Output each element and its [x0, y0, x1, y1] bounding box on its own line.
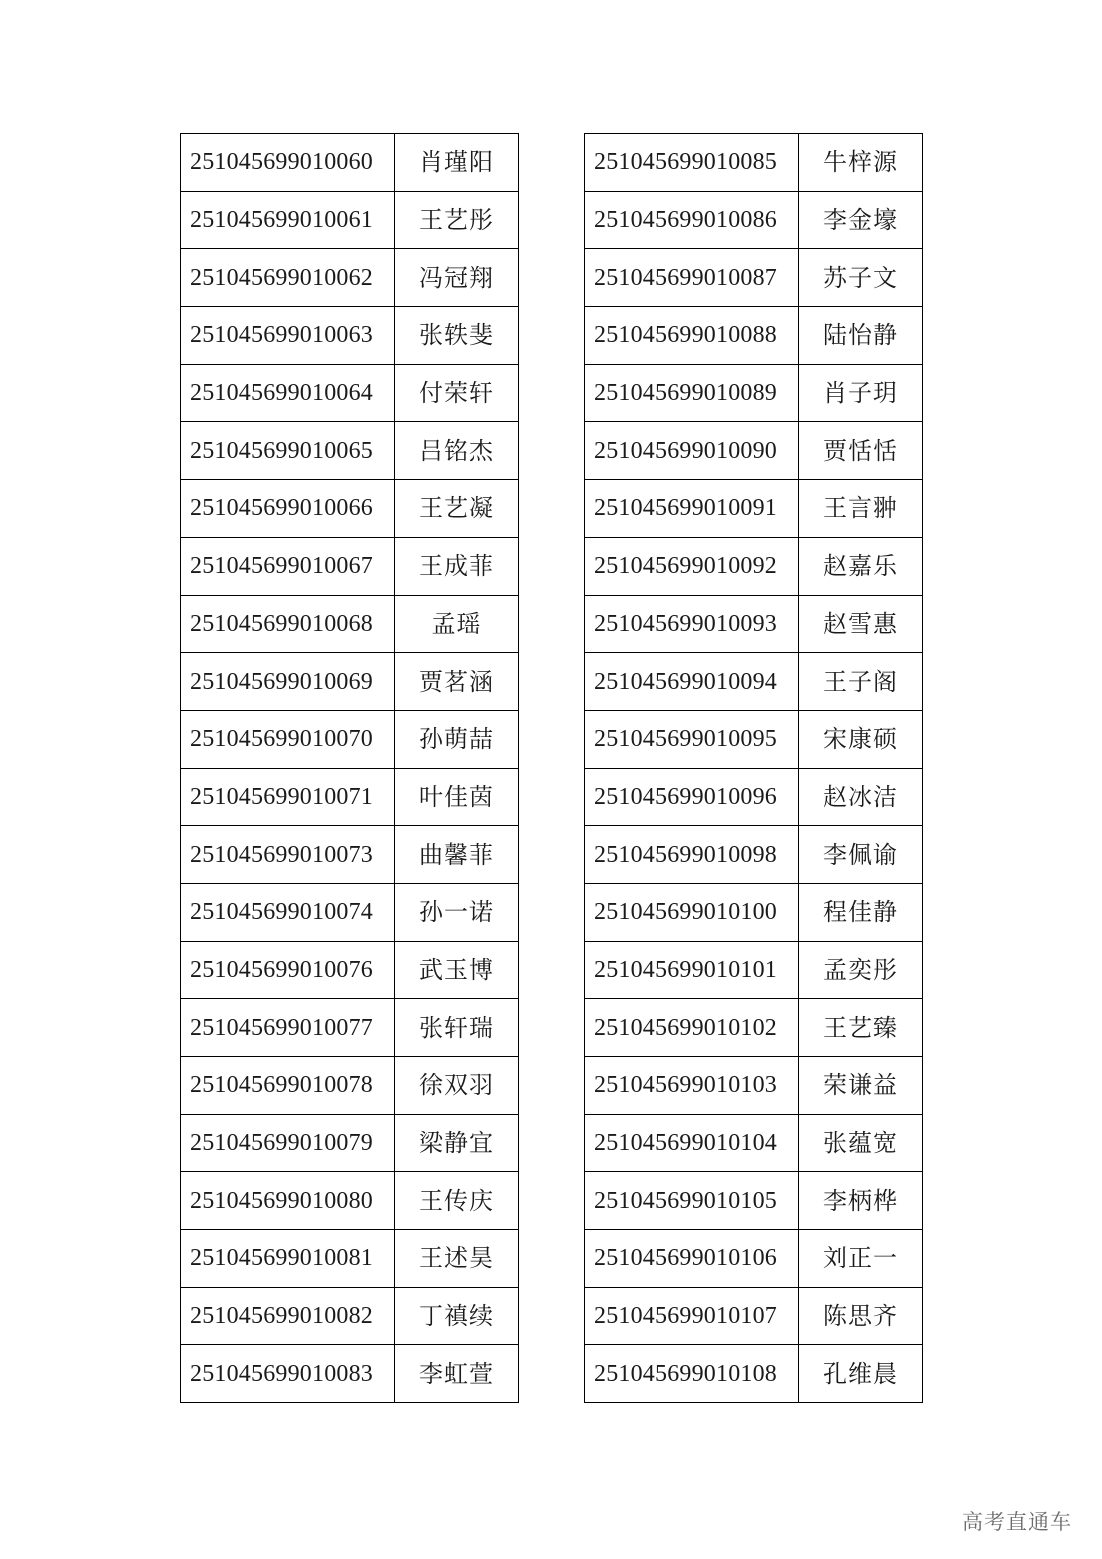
table-row — [585, 1172, 923, 1230]
table-row — [181, 422, 519, 480]
table-row — [585, 883, 923, 941]
table-row — [181, 710, 519, 768]
exam-number-cell: 251045699010108 — [585, 1345, 799, 1403]
exam-number-cell: 251045699010101 — [585, 941, 799, 999]
student-name-cell: 肖瑾阳 — [395, 134, 519, 192]
table-row — [585, 1345, 923, 1403]
student-name-cell: 王艺彤 — [395, 191, 519, 249]
table-row — [181, 1172, 519, 1230]
exam-number-cell: 251045699010088 — [585, 307, 799, 365]
exam-number-cell: 251045699010098 — [585, 826, 799, 884]
student-name-cell: 吕铭杰 — [395, 422, 519, 480]
exam-number-cell: 251045699010080 — [181, 1172, 395, 1230]
exam-number-cell: 251045699010071 — [181, 768, 395, 826]
exam-number-cell: 251045699010076 — [181, 941, 395, 999]
student-name-cell: 陈思齐 — [799, 1287, 923, 1345]
table-row — [585, 710, 923, 768]
exam-number-cell: 251045699010079 — [181, 1114, 395, 1172]
exam-number-cell: 251045699010078 — [181, 1057, 395, 1115]
student-name-cell: 付荣轩 — [395, 364, 519, 422]
student-name-cell: 荣谦益 — [799, 1057, 923, 1115]
table-row — [181, 364, 519, 422]
student-name-cell: 叶佳茵 — [395, 768, 519, 826]
exam-number-cell: 251045699010068 — [181, 595, 395, 653]
table-row — [181, 999, 519, 1057]
watermark-text: 高考直通车 — [962, 1510, 1072, 1534]
roster-table-right — [584, 133, 923, 1403]
student-name-cell: 孟奕彤 — [799, 941, 923, 999]
student-name-cell: 丁禛续 — [395, 1287, 519, 1345]
table-row — [585, 999, 923, 1057]
exam-number-cell: 251045699010093 — [585, 595, 799, 653]
student-name-cell: 孔维晨 — [799, 1345, 923, 1403]
table-row — [585, 941, 923, 999]
student-name-cell: 冯冠翔 — [395, 249, 519, 307]
table-row — [585, 191, 923, 249]
student-name-cell: 王艺臻 — [799, 999, 923, 1057]
student-name-cell: 宋康硕 — [799, 710, 923, 768]
table-row — [585, 1057, 923, 1115]
student-name-cell: 赵雪惠 — [799, 595, 923, 653]
exam-number-cell: 251045699010103 — [585, 1057, 799, 1115]
student-name-cell: 赵冰洁 — [799, 768, 923, 826]
exam-number-cell: 251045699010087 — [585, 249, 799, 307]
table-row — [585, 307, 923, 365]
student-name-cell: 李佩谕 — [799, 826, 923, 884]
student-name-cell: 梁静宜 — [395, 1114, 519, 1172]
student-name-cell: 徐双羽 — [395, 1057, 519, 1115]
roster-body-left — [181, 134, 519, 1403]
student-name-cell: 牛梓源 — [799, 134, 923, 192]
exam-number-cell: 251045699010086 — [585, 191, 799, 249]
student-name-cell: 贾恬恬 — [799, 422, 923, 480]
table-row — [181, 883, 519, 941]
table-row — [585, 480, 923, 538]
student-name-cell: 赵嘉乐 — [799, 537, 923, 595]
exam-number-cell: 251045699010062 — [181, 249, 395, 307]
exam-number-cell: 251045699010107 — [585, 1287, 799, 1345]
table-row — [585, 653, 923, 711]
student-name-cell: 李金壕 — [799, 191, 923, 249]
exam-number-cell: 251045699010091 — [585, 480, 799, 538]
student-name-cell: 程佳静 — [799, 883, 923, 941]
student-name-cell: 武玉博 — [395, 941, 519, 999]
student-name-cell: 肖子玥 — [799, 364, 923, 422]
exam-number-cell: 251045699010065 — [181, 422, 395, 480]
table-row — [181, 1057, 519, 1115]
table-row — [181, 134, 519, 192]
student-name-cell: 王述昊 — [395, 1230, 519, 1288]
exam-number-cell: 251045699010094 — [585, 653, 799, 711]
table-row — [181, 826, 519, 884]
student-name-cell: 王言翀 — [799, 480, 923, 538]
exam-number-cell: 251045699010102 — [585, 999, 799, 1057]
exam-number-cell: 251045699010090 — [585, 422, 799, 480]
exam-number-cell: 251045699010100 — [585, 883, 799, 941]
table-row — [585, 422, 923, 480]
roster-table-left — [180, 133, 519, 1403]
student-name-cell: 孙萌喆 — [395, 710, 519, 768]
table-row — [585, 768, 923, 826]
table-row — [585, 826, 923, 884]
table-row — [585, 1287, 923, 1345]
table-row — [181, 768, 519, 826]
exam-number-cell: 251045699010081 — [181, 1230, 395, 1288]
table-row — [181, 191, 519, 249]
exam-number-cell: 251045699010106 — [585, 1230, 799, 1288]
table-row — [181, 307, 519, 365]
exam-number-cell: 251045699010069 — [181, 653, 395, 711]
student-name-cell: 陆怡静 — [799, 307, 923, 365]
exam-number-cell: 251045699010083 — [181, 1345, 395, 1403]
table-row — [181, 1114, 519, 1172]
student-name-cell: 曲馨菲 — [395, 826, 519, 884]
table-row — [585, 134, 923, 192]
table-row — [585, 364, 923, 422]
exam-number-cell: 251045699010105 — [585, 1172, 799, 1230]
student-name-cell: 孙一诺 — [395, 883, 519, 941]
exam-number-cell: 251045699010085 — [585, 134, 799, 192]
exam-number-cell: 251045699010067 — [181, 537, 395, 595]
table-row — [181, 1287, 519, 1345]
exam-number-cell: 251045699010064 — [181, 364, 395, 422]
exam-number-cell: 251045699010063 — [181, 307, 395, 365]
table-row — [585, 537, 923, 595]
exam-number-cell: 251045699010074 — [181, 883, 395, 941]
table-row — [181, 595, 519, 653]
student-name-cell: 王成菲 — [395, 537, 519, 595]
exam-number-cell: 251045699010070 — [181, 710, 395, 768]
student-name-cell: 李柄桦 — [799, 1172, 923, 1230]
exam-number-cell: 251045699010095 — [585, 710, 799, 768]
table-row — [181, 941, 519, 999]
table-row — [181, 653, 519, 711]
roster-body-right — [585, 134, 923, 1403]
student-name-cell: 苏子文 — [799, 249, 923, 307]
table-row — [181, 1230, 519, 1288]
exam-number-cell: 251045699010092 — [585, 537, 799, 595]
student-name-cell: 张蕴宽 — [799, 1114, 923, 1172]
table-row — [585, 1114, 923, 1172]
student-name-cell: 王传庆 — [395, 1172, 519, 1230]
exam-number-cell: 251045699010104 — [585, 1114, 799, 1172]
student-name-cell: 王艺凝 — [395, 480, 519, 538]
exam-number-cell: 251045699010089 — [585, 364, 799, 422]
table-row — [585, 1230, 923, 1288]
exam-number-cell: 251045699010077 — [181, 999, 395, 1057]
exam-number-cell: 251045699010066 — [181, 480, 395, 538]
exam-number-cell: 251045699010060 — [181, 134, 395, 192]
student-name-cell: 张轩瑞 — [395, 999, 519, 1057]
table-row — [181, 480, 519, 538]
student-name-cell: 李虹萱 — [395, 1345, 519, 1403]
exam-number-cell: 251045699010073 — [181, 826, 395, 884]
exam-number-cell: 251045699010096 — [585, 768, 799, 826]
exam-number-cell: 251045699010061 — [181, 191, 395, 249]
student-name-cell: 孟瑶 — [395, 595, 519, 653]
table-row — [181, 249, 519, 307]
table-row — [181, 537, 519, 595]
table-row — [585, 595, 923, 653]
table-row — [181, 1345, 519, 1403]
student-name-cell: 王子阁 — [799, 653, 923, 711]
student-name-cell: 刘正一 — [799, 1230, 923, 1288]
student-name-cell: 张轶斐 — [395, 307, 519, 365]
table-row — [585, 249, 923, 307]
student-name-cell: 贾茗涵 — [395, 653, 519, 711]
exam-number-cell: 251045699010082 — [181, 1287, 395, 1345]
